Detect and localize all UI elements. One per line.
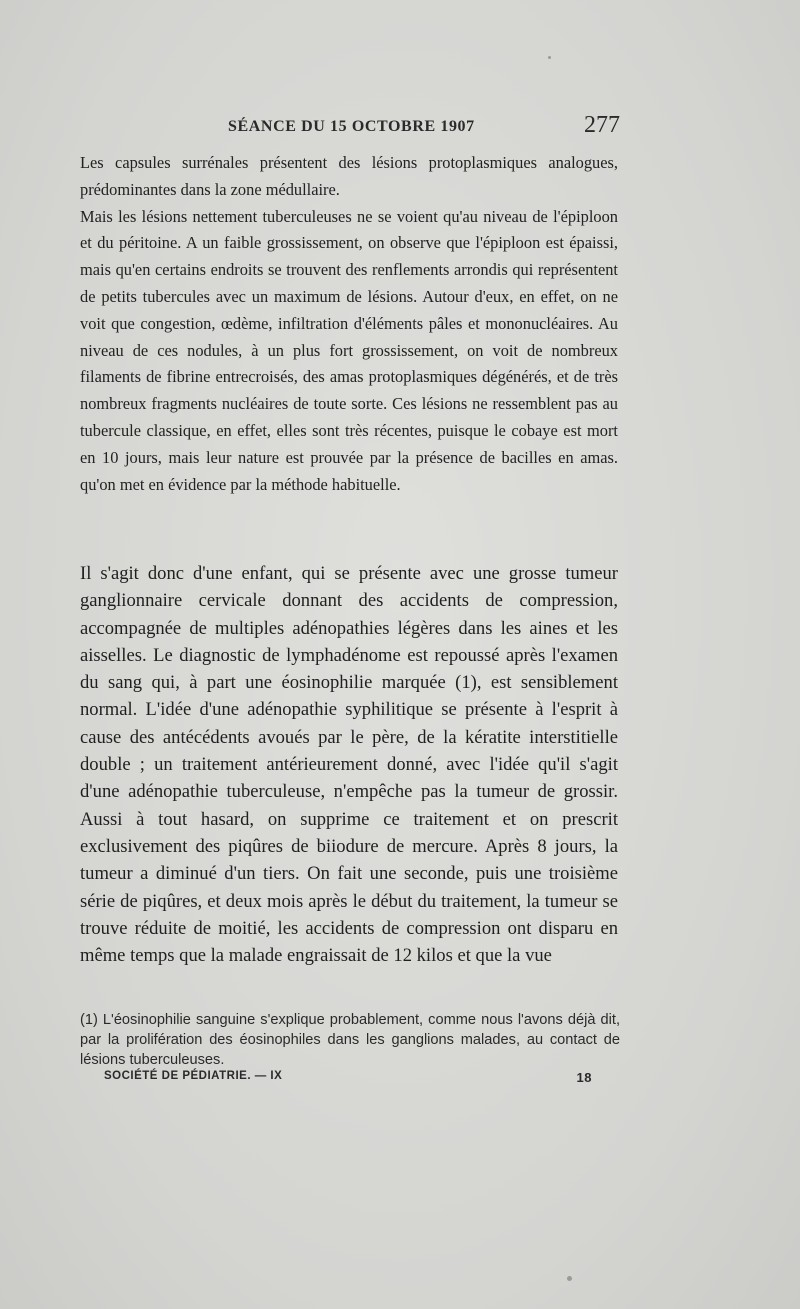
signature-title: SOCIÉTÉ DE PÉDIATRIE. — IX: [104, 1070, 283, 1082]
footnote-text: (1) L'éosinophilie sanguine s'explique probablement, comme nous l'avons déjà dit, par la prolifération des éosinophiles dans les ganglions malades, au contact de lésions tuberculeuses.: [80, 1012, 620, 1068]
paragraph: Mais les lésions nettement tuberculeuses ne se voient qu'au niveau de l'épiploon et du péritoine. A un faible grossissement, on observe que l'épiploon est épaissi, mais qu'en certains endroits se trouvent des renflements arrondis qui représentent de petits tubercules avec un maximum de lésions. Autour d'eux, en effet, on ne voit que congestion, œdème, infiltration d'éléments pâles et mononucléaires. Au niveau de ces nodules, à un plus fort grossissement, on voit de nombreux filaments de fibrine entrecroisés, des amas protoplasmiques dégénérés, et de très nombreux fragments nucléaires de toute sorte. Ces lésions ne ressemblent pas au tubercule classique, en effet, elles sont très récentes, puisque le cobaye est mort en 10 jours, mais leur nature est prouvée par la présence de bacilles en amas. qu'on met en évidence par la méthode habituelle.: [80, 206, 618, 494]
running-title: SÉANCE DU 15 OCTOBRE 1907: [228, 118, 475, 135]
page-number: 277: [584, 112, 620, 138]
paper-speck: [548, 56, 551, 59]
paragraph: Les capsules surrénales présentent des lésions protoplasmiques analogues, prédominantes dans la zone médullaire.: [80, 153, 618, 199]
signature-number: 18: [576, 1070, 592, 1085]
running-head: [80, 112, 620, 142]
body-text-large: [80, 560, 618, 969]
footnote: [80, 1010, 620, 1070]
body-text-small: [80, 150, 618, 498]
paper-speck: [567, 1276, 572, 1281]
paragraph: Il s'agit donc d'une enfant, qui se présente avec une grosse tumeur ganglionnaire cervicale donnant des accidents de compression, accompagnée de multiples adénopathies légères dans les aines et les aisselles. Le diagnostic de lymphadénome est repoussé après l'examen du sang qui, à part une éosinophilie marquée (1), est sensiblement normal. L'idée d'une adénopathie syphilitique se présente à l'esprit à cause des antécédents avoués par le père, de la kératite interstitielle double ; un traitement antérieurement donné, avec l'idée qu'il s'agit d'une adénopathie tuberculeuse, n'empêche pas la tumeur de grossir. Aussi à tout hasard, on supprime ce traitement et on prescrit exclusivement des piqûres de biiodure de mercure. Après 8 jours, la tumeur a diminué d'un tiers. On fait une seconde, puis une troisième série de piqûres, et deux mois après le début du traitement, la tumeur se trouve réduite de moitié, les accidents de compression ont disparu en même temps que la malade engraissait de 12 kilos et que la vue: [80, 563, 618, 967]
printer-signature: [104, 1070, 592, 1090]
